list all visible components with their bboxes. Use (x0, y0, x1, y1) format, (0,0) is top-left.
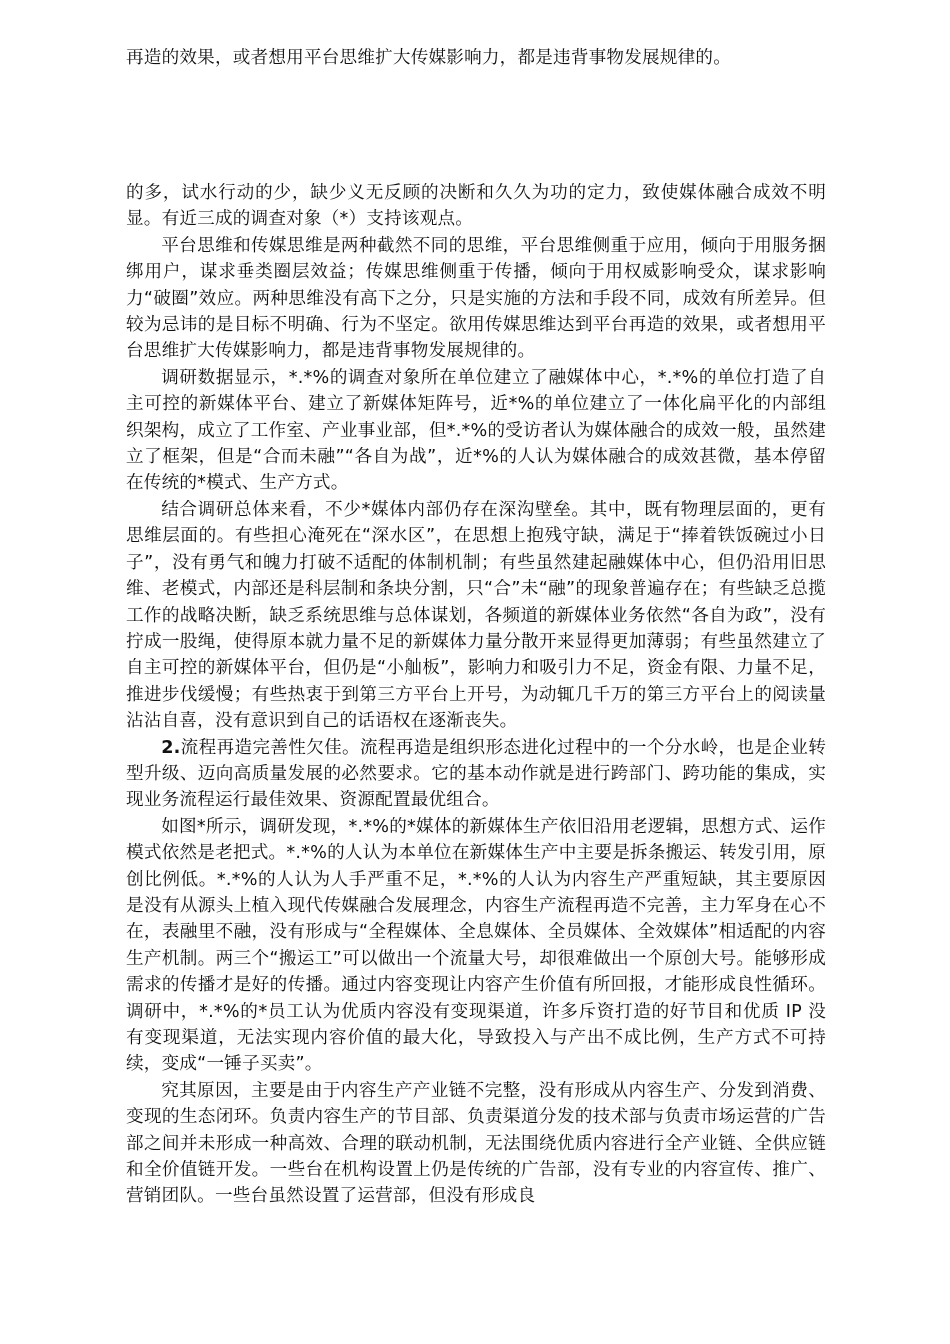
page-top-fragment (126, 45, 826, 71)
top-fragment-text (126, 45, 826, 71)
paragraph-platform-vs-media-thinking: 平台思维和传媒思维是两种截然不同的思维，平台思维侧重于应用，倾向于用服务捆绑用户，谋求垂类圈层效益；传媒思维侧重于传播，倾向于用权威影响受众，谋求影响力“破圈”效应。两种思维没有高下之分，只是实施的方法和手段不同，成效有所差异。但较为忌讳的是目标不明确、行为不坚定。欲用传媒思维达到平台再造的效果，或者想用平台思维扩大传媒影响力，都是违背事物发展规律的。 (126, 235, 826, 362)
paragraph-root-cause: 究其原因，主要是由于内容生产产业链不完整，没有形成从内容生产、分发到消费、变现的生态闭环。负责内容生产的节目部、负责渠道分发的技术部与负责市场运营的广告部之间并未形成一种高效、合理的联动机制，无法围绕优质内容进行全产业链、全供应链和全价值链开发。一些台在机构设置上仍是传统的广告部，没有专业的内容宣传、推广、营销团队。一些台虽然设置了运营部，但没有形成良 (126, 1080, 826, 1207)
paragraph-process-reengineering (126, 735, 826, 814)
top-fragment-line-1: 再造的效果，或者想用平台思维扩大传媒影响力，都是违背事物发展规律的。 (126, 48, 731, 68)
paragraph-figure-findings: 如图*所示，调研发现，*.*%的*媒体的新媒体生产依旧沿用老逻辑，思想方式、运作模式依然是老把式。*.*%的人认为本单位在新媒体生产中主要是拆条搬运、转发引用，原创比例低。*.*%的人认为人手严重不足，*.*%的人认为内容生产严重短缺，其主要原因是没有从源头上植入现代传媒融合发展理念，内容生产流程再造不完善，主力军身在心不在，表融里不融，没有形成与“全程媒体、全息媒体、全员媒体、全效媒体”相适配的内容生产机制。两三个“搬运工”可以做出一个流量大号，却很难做出一个原创大号。能够形成需求的传播才是好的传播。通过内容变现让内容产生价值有所回报，才能形成良性循环。调研中，*.*%的*员工认为优质内容没有变现渠道，许多斥资打造的好节目和优质 IP 没有变现渠道，无法实现内容价值的最大化，导致投入与产出不成比例，生产方式不可持续，变成“一锤子买卖”。 (126, 816, 826, 1075)
section-text: 流程再造完善性欠佳。流程再造是组织形态进化过程中的一个分水岭，也是企业转型升级、迈向高质量发展的必然要求。它的基本动作就是进行跨部门、跨功能的集成，实现业务流程运行最佳效果、资源配置最优组合。 (126, 737, 826, 811)
paragraph-survey-data: 调研数据显示，*.*%的调查对象所在单位建立了融媒体中心，*.*%的单位打造了自主可控的新媒体平台、建立了新媒体矩阵号，近*%的单位建立了一体化扁平化的内部组织架构，成立了工作室、产业事业部，但*.*%的受访者认为媒体融合的成效一般，虽然建立了框架，但是“合而未融”“各自为战”，近*%的人认为媒体融合的成效甚微，基本停留在传统的*模式、生产方式。 (126, 367, 826, 494)
paragraph-continuation: 的多，试水行动的少，缺少义无反顾的决断和久久为功的定力，致使媒体融合成效不明显。有近三成的调查对象（*）支持该观点。 (126, 183, 826, 230)
section-number: 2. (161, 737, 181, 758)
document-body (126, 180, 826, 1210)
paragraph-internal-barriers: 结合调研总体来看，不少*媒体内部仍存在深沟壁垒。其中，既有物理层面的，更有思维层面的。有些担心淹死在“深水区”，在思想上抱残守缺，满足于“捧着铁饭碗过小日子”，没有勇气和魄力打破不适配的体制机制；有些虽然建起融媒体中心，但仍沿用旧思维、老模式，内部还是科层制和条块分割，只“合”未“融”的现象普遍存在；有些缺乏总揽工作的战略决断，缺乏系统思维与总体谋划，各频道的新媒体业务依然“各自为政”，没有拧成一股绳，使得原本就力量不足的新媒体力量分散开来显得更加薄弱；有些虽然建立了自主可控的新媒体平台，但仍是“小舢板”，影响力和吸引力不足，资金有限、力量不足，推进步伐缓慢；有些热衷于到第三方平台上开号，为动辄几千万的第三方平台上的阅读量沾沾自喜，没有意识到自己的话语权在逐渐丧失。 (126, 499, 826, 732)
